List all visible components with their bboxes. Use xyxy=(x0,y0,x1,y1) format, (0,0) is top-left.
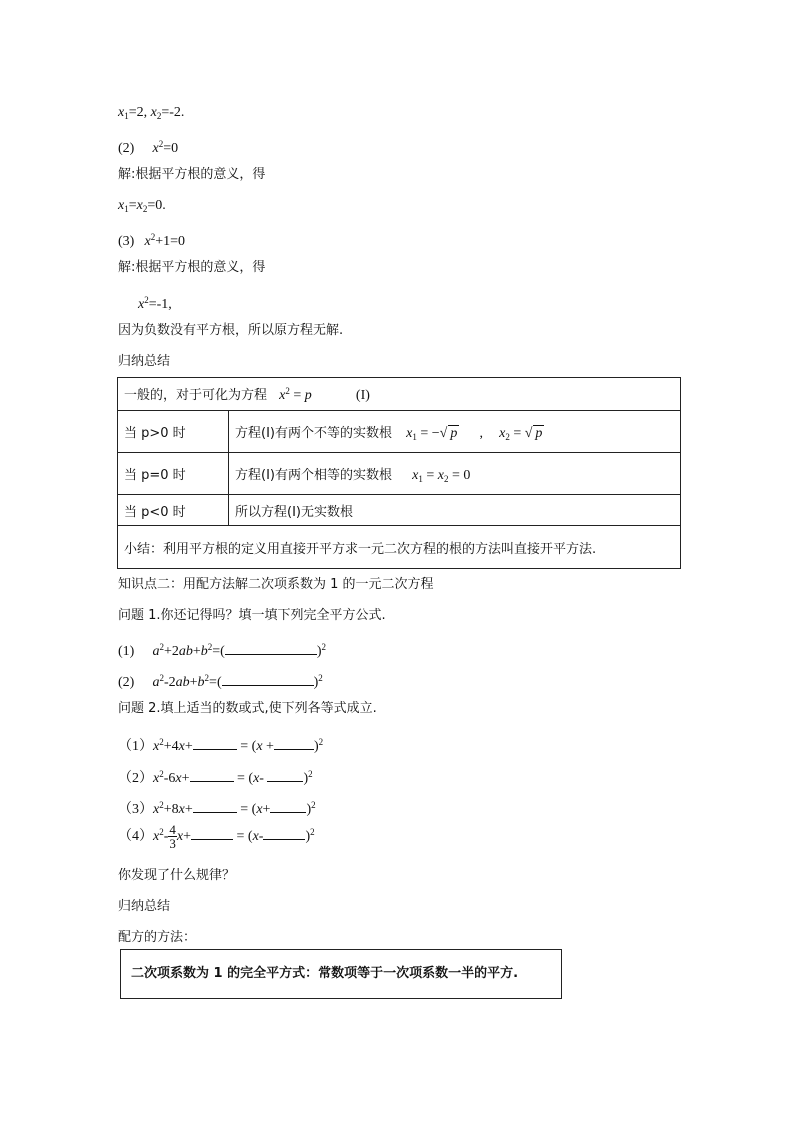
rule-text: 二次项系数为 1 的完全平方式：常数项等于一次项系数一半的平方. xyxy=(131,966,519,981)
table-cond-positive: 当 p>0 时 xyxy=(118,411,229,453)
formula-2: (2) $a^2-2ab+b^2=$( )$^2$ xyxy=(118,673,323,690)
solution-text-3: 解:根据平方根的意义，得 xyxy=(118,260,266,275)
solution-text-2: 解:根据平方根的意义，得 xyxy=(118,167,266,182)
section-title: 知识点二：用配方法解二次项系数为 1 的一元二次方程 xyxy=(118,577,434,592)
table-cond-negative: 当 p<0 时 xyxy=(118,495,229,526)
fill-1: $(1)x^2+4x+ = (x + )^2$ xyxy=(118,737,324,754)
conclusion-text: 因为负数没有平方根，所以原方程无解. xyxy=(118,323,344,338)
summary-heading-2: 归纳总结 xyxy=(118,899,171,914)
problem-2: (2) $x^2=0$ xyxy=(118,139,179,156)
question-2: 问题 2.填上适当的数或式,使下列各等式成立. xyxy=(118,701,377,716)
table-cond-zero: 当 p=0 时 xyxy=(118,453,229,495)
discover-question: 你发现了什么规律？ xyxy=(118,868,236,883)
solution-line-3: $x^2=-1$, xyxy=(138,295,172,312)
table-desc-positive: 方程(I)有两个不等的实数根 $x_1$ = −√ p , $x_2$ = √ p xyxy=(229,411,681,453)
formula-1: (1) $a^2+2ab+b^2=$( )$^2$ xyxy=(118,642,327,659)
summary-heading-1: 归纳总结 xyxy=(118,354,171,369)
fill-3: $(3)x^2+8x+ = (x+ )^2$ xyxy=(118,800,316,817)
question-1: 问题 1.你还记得吗？填一填下列完全平方公式. xyxy=(118,608,386,623)
table-row-summary: 小结：利用平方根的定义用直接开平方求一元二次方程的根的方法叫直接开平方法. xyxy=(118,526,681,569)
table-desc-zero: 方程(I)有两个相等的实数根 $x_1 = x_2 = 0$ xyxy=(229,453,681,495)
fill-2: $(2)x^2-6x+ = (x-$ )$^2$ xyxy=(118,769,313,786)
method-heading: 配方的方法： xyxy=(118,930,197,945)
table-row-general: 一般的，对于可化为方程 $x^2 = p$ (I) xyxy=(118,378,681,411)
problem-3: (3) $x^2+1=0$ xyxy=(118,232,185,249)
rule-box xyxy=(120,949,562,999)
fill-4: $(4)x^2-$ $\frac{4}{3}$ x+ = (x- )$^2$ xyxy=(118,822,315,852)
summary-table xyxy=(117,377,681,569)
table-desc-negative: 所以方程(I)无实数根 xyxy=(229,495,681,526)
solution-line-2: $x_1=x_2=0$. xyxy=(118,198,166,214)
solution-line-1: $x_1=2$, $x_2=-2$. xyxy=(118,105,185,121)
